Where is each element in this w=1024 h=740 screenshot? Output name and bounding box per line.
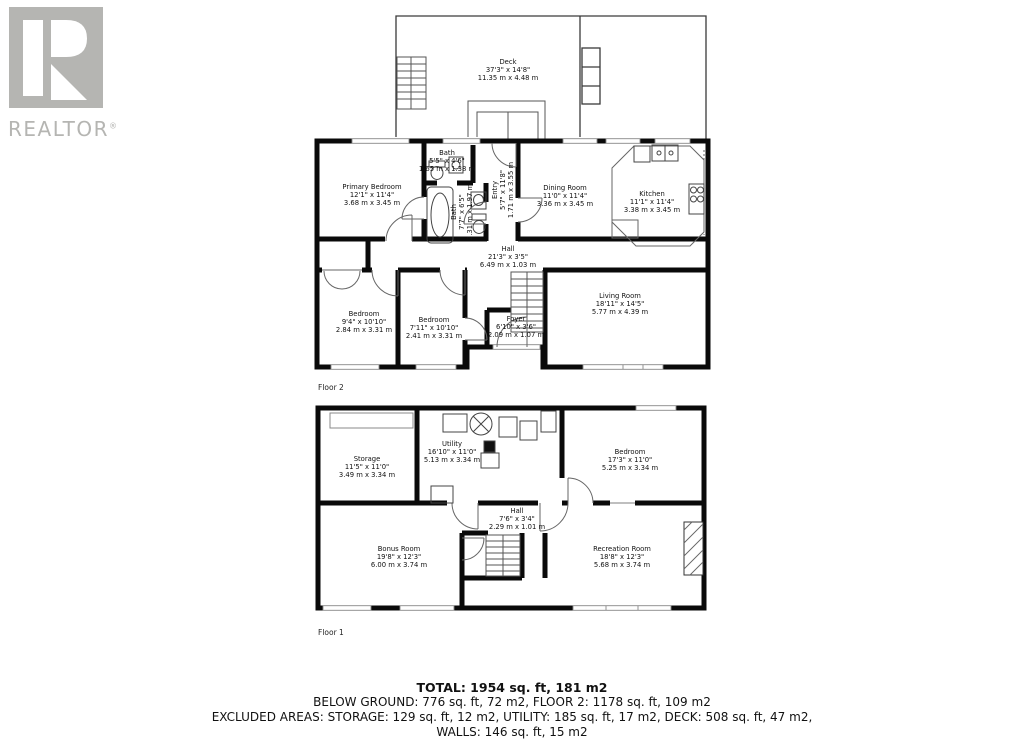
room-dim-metric: 3.38 m x 3.45 m [623,206,681,215]
room-dim-imperial: 16'10" x 11'0" [427,447,477,456]
room-label-entry [491,162,515,218]
summary-total: TOTAL: 1954 sq. ft, 181 m2 [416,680,608,695]
room-name: Bath [449,204,458,220]
room-name: Living Room [599,291,641,300]
room-dim-metric: 2.41 m x 3.31 m [405,332,463,341]
room-dim-metric: 1.65 m x 1.38 m [418,165,476,174]
room-label-kitchen [624,190,680,214]
room-dim-metric: 5.13 m x 3.34 m [423,456,481,465]
room-label-dining-room [537,184,593,208]
room-name: Dining Room [543,183,587,192]
floor1-caption: Floor 1 [318,628,344,637]
room-label-bedroom3 [406,316,462,340]
deck-outline [396,16,706,140]
room-name: Foyer [506,314,526,323]
room-label-primary-bedroom [342,183,401,207]
room-name: Primary Bedroom [342,182,402,191]
room-dim-imperial: 37'3" x 14'8" [485,65,531,74]
room-dim-imperial: 7'11" x 10'10" [409,323,459,332]
room-dim-imperial: 11'5" x 11'0" [344,462,390,471]
room-label-bath-small [419,149,475,173]
room-name: Utility [442,439,462,448]
room-dim-imperial: 19'8" x 12'3" [376,552,422,561]
floor2-caption: Floor 2 [318,383,344,392]
room-dim-metric: 5.25 m x 3.34 m [601,464,659,473]
room-dim-metric: 5.68 m x 3.74 m [593,561,651,570]
room-dim-imperial: 5'5" x 4'6" [429,156,465,165]
room-label-deck [478,58,539,82]
room-dim-metric: 3.68 m x 3.45 m [343,199,401,208]
room-label-recreation-room [593,545,651,569]
room-name: Entry [490,180,499,200]
room-name: Bedroom [418,315,450,324]
room-dim-metric: 1.71 m x 3.55 m [507,161,516,219]
room-dim-metric: 3.36 m x 3.45 m [536,200,594,209]
room-label-utility [424,440,480,464]
room-name: Bonus Room [377,544,421,553]
room-name: Bedroom [348,309,380,318]
fireplace-icon [684,522,703,575]
room-dim-imperial: 18'8" x 12'3" [599,552,645,561]
room-label-storage [339,455,395,479]
room-name: Recreation Room [593,544,651,553]
room-dim-metric: 6.49 m x 1.03 m [479,261,537,270]
summary-excluded-areas: EXCLUDED AREAS: STORAGE: 129 sq. ft, 12 m2, UTILITY: 185 sq. ft, 17 m2, DECK: 508 sq. ft, 47 m2, [211,710,813,725]
room-dim-metric: 5.77 m x 4.39 m [591,308,649,317]
realtor-wordmark: REALTOR [8,117,109,141]
room-name: Kitchen [639,189,665,198]
room-label-foyer [488,315,544,339]
room-label-bedroom-f1 [602,448,658,472]
room-dim-metric: 2.09 m x 1.07 m [487,331,545,340]
area-summary [0,680,1024,740]
room-name: Bedroom [614,447,646,456]
room-dim-imperial: 21'3" x 3'5" [488,252,528,261]
summary-walls: WALLS: 146 sq. ft, 15 m2 [436,724,588,739]
room-dim-imperial: 12'1" x 11'4" [349,190,395,199]
room-name: Hall [510,506,524,515]
room-dim-metric: 3.49 m x 3.34 m [338,471,396,480]
room-label-hall-f1 [489,507,545,531]
room-name: Hall [501,244,515,253]
room-label-hall-f2 [480,245,536,269]
room-dim-imperial: 7'7" x 6'5" [457,194,466,230]
room-dim-metric: 2.31 m x 1.97 m [466,183,475,241]
room-label-bedroom2 [336,310,392,334]
summary-below-ground: BELOW GROUND: 776 sq. ft, 72 m2, FLOOR 2: 1178 sq. ft, 109 m2 [313,695,711,710]
room-dim-imperial: 11'0" x 11'4" [542,191,588,200]
deck-stairs-icon [397,57,426,109]
room-dim-imperial: 17'3" x 11'0" [607,455,653,464]
room-dim-imperial: 18'11" x 14'5" [595,299,645,308]
room-name: Bath [439,148,455,157]
registered-mark: ® [108,121,119,131]
room-label-bonus-room [371,545,427,569]
room-dim-imperial: 7'6" x 3'4" [499,514,535,523]
room-dim-metric: 2.84 m x 3.31 m [335,326,393,335]
room-dim-metric: 2.29 m x 1.01 m [488,523,546,532]
room-dim-imperial: 5'7" x 11'8" [498,170,507,210]
room-name: Storage [353,454,381,463]
room-label-living-room [592,292,648,316]
room-dim-imperial: 6'10" x 3'6" [496,322,536,331]
room-dim-imperial: 11'1" x 11'4" [629,197,675,206]
room-dim-metric: 6.00 m x 3.74 m [370,561,428,570]
room-dim-imperial: 9'4" x 10'10" [341,317,387,326]
room-label-bath-main [450,184,474,240]
room-dim-metric: 11.35 m x 4.48 m [477,74,539,83]
deck-sliding-door-icon [468,101,545,140]
room-name: Deck [499,57,517,66]
